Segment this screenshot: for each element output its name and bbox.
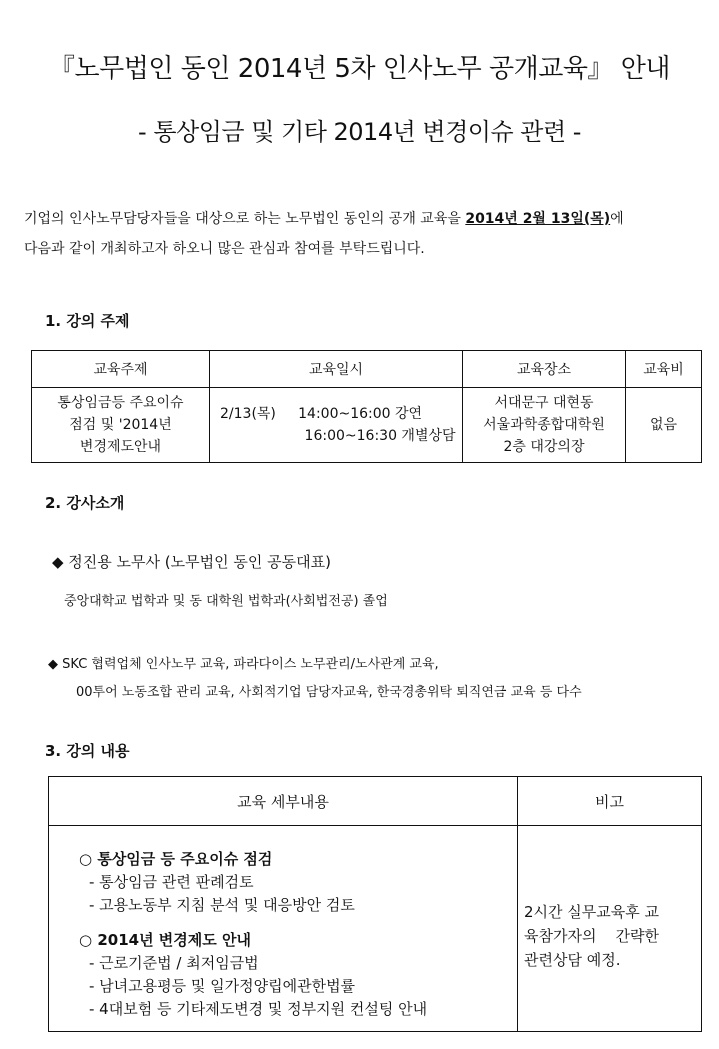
cell-content-detail xyxy=(49,826,518,1032)
header-content-detail: 교육 세부내용 xyxy=(49,777,518,826)
intro-date: 2014년 2월 13일(목) xyxy=(465,211,611,227)
group1-item: - 통상임금 관련 판례검토 xyxy=(89,873,254,891)
document-title: 『노무법인 동인 2014년 5차 인사노무 공개교육』 안내 xyxy=(49,54,670,84)
intro-text-line2: 다음과 같이 개최하고자 하오니 많은 관심과 참여를 부탁드립니다. xyxy=(24,241,425,257)
group2-title-line: ○ 2014년 변경제도 안내 xyxy=(79,931,251,949)
topic-table xyxy=(31,350,702,463)
content-table xyxy=(48,776,702,1032)
instructor-name: ◆ 정진용 노무사 (노무법인 동인 공동대표) xyxy=(52,553,331,571)
header-remarks: 비고 xyxy=(518,777,702,826)
intro-text-before: 기업의 인사노무담당자들을 대상으로 하는 노무법인 동인의 공개 교육을 xyxy=(24,211,466,227)
cell-remarks: 2시간 실무교육후 교 육참가자의 간략한 관련상담 예정. xyxy=(518,826,702,1032)
section1-heading: 1. 강의 주제 xyxy=(45,312,130,330)
intro-paragraph xyxy=(24,204,704,264)
section3-heading: 3. 강의 내용 xyxy=(45,742,130,760)
instructor-education: 중앙대학교 법학과 및 동 대학원 법학과(사회법전공) 졸업 xyxy=(64,594,388,609)
instructor-career-line2: 00투어 노동조합 관리 교육, 사회적기업 담당자교육, 한국경총위탁 퇴직연금 교육 등 다수 xyxy=(76,685,582,700)
content-table-header-row xyxy=(49,777,702,826)
group2-item: - 남녀고용평등 및 일가정양립에관한법률 xyxy=(89,977,356,995)
instructor-career-line1: ◆ SKC 협력업체 인사노무 교육, 파라다이스 노무관리/노사관계 교육, xyxy=(48,657,439,672)
topic-table-row xyxy=(32,388,702,463)
group1-item: - 고용노동부 지침 분석 및 대응방안 검토 xyxy=(89,896,355,914)
header-datetime: 교육일시 xyxy=(210,351,463,388)
cell-datetime: 2/13(목) 14:00~16:00 강연 16:00~16:30 개별상담 xyxy=(210,388,463,463)
header-venue: 교육장소 xyxy=(463,351,626,388)
topic-table-header-row xyxy=(32,351,702,388)
cell-fee: 없음 xyxy=(626,388,702,463)
header-fee: 교육비 xyxy=(626,351,702,388)
section2-heading: 2. 강사소개 xyxy=(45,494,125,512)
header-topic: 교육주제 xyxy=(32,351,210,388)
group2-item: - 근로기준법 / 최저임금법 xyxy=(89,954,259,972)
intro-text-after: 에 xyxy=(610,211,624,227)
document-subtitle: - 통상임금 및 기타 2014년 변경이슈 관련 - xyxy=(138,118,581,146)
cell-topic: 통상임금등 주요이슈 점검 및 '2014년 변경제도안내 xyxy=(32,388,210,463)
group2-item: - 4대보험 등 기타제도변경 및 정부지원 컨설팅 안내 xyxy=(89,1000,428,1018)
group1-title-line: ○ 통상임금 등 주요이슈 점검 xyxy=(79,850,273,868)
cell-venue: 서대문구 대현동 서울과학종합대학원 2층 대강의장 xyxy=(463,388,626,463)
content-table-row xyxy=(49,826,702,1032)
